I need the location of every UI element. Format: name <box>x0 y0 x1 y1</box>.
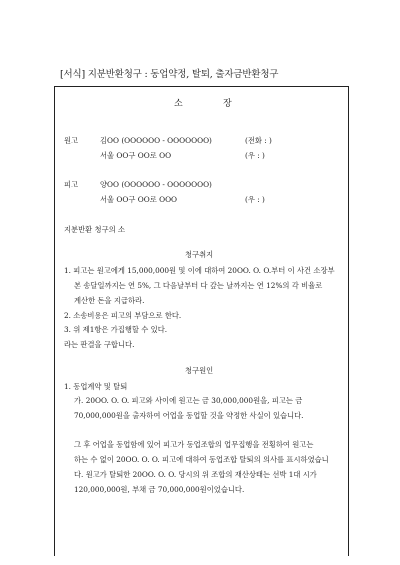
plaintiff-address: 서울 OO구 OO로 OO <box>100 151 172 160</box>
doc-title-char-2: 장 <box>223 99 232 109</box>
claim-purpose-line: 3. 위 제1항은 가집행할 수 있다. <box>64 325 168 334</box>
plaintiff-name: 김OO (OOOOOO - OOOOOOO) <box>100 136 212 145</box>
claim-purpose-line: 라는 판결을 구합니다. <box>64 340 135 349</box>
claim-cause-line: 다. 원고가 탈퇴한 20OO. O. O. 당시의 위 조합의 재산상태는 선박 1대 시가 <box>74 470 317 479</box>
plaintiff-phone: (전화 : ) <box>245 136 272 145</box>
claim-purpose-title: 청구취지 <box>185 250 214 259</box>
claim-cause-line: 그 후 어업을 동업함에 있어 피고가 동업조합의 업무집행을 전횡하여 원고는 <box>74 440 314 449</box>
claim-cause-line: 70,000,000원을 출자하여 어업을 동업할 것을 약정한 사실이 있습니다. <box>74 411 304 420</box>
case-name: 지분반환 청구의 소 <box>64 225 126 234</box>
doc-title-char-1: 소 <box>174 99 183 109</box>
claim-cause-line: 1. 동업계약 및 탈퇴 <box>64 382 128 391</box>
defendant-address: 서울 OO구 OO로 OOO <box>100 195 178 204</box>
claim-purpose-line: 계산한 돈을 지급하라. <box>74 296 145 305</box>
claim-cause-line: 가. 20OO. O. O. 피고와 사이에 원고는 금 30,000,000원을, 피고는 금 <box>74 396 303 405</box>
claim-purpose-line: 1. 피고는 원고에게 15,000,000원 및 이에 대하여 20OO. O. O.부터 이 사건 소장부 <box>64 266 335 275</box>
defendant-postal: (우 : ) <box>245 195 265 204</box>
plaintiff-role: 원고 <box>64 136 79 145</box>
claim-purpose-line: 2. 소송비용은 피고의 부담으로 한다. <box>64 311 182 320</box>
plaintiff-postal: (우 : ) <box>245 151 265 160</box>
claim-purpose-line: 본 송달일까지는 연 5%, 그 다음날부터 다 갚는 날까지는 연 12%의 각 비율로 <box>74 281 323 290</box>
form-heading: [서식] 지분반환청구 : 동업약정, 탈퇴, 출자금반환청구 <box>60 69 279 80</box>
claim-cause-line: 120,000,000원, 부채 금 70,000,000원이었습니다. <box>74 485 245 494</box>
defendant-name: 양OO (OOOOOO - OOOOOOO) <box>100 180 212 189</box>
claim-cause-line: 하는 수 없이 20OO. O. O. 피고에 대하여 동업조합 탈퇴의 의사를 표시하였습니 <box>74 455 329 464</box>
defendant-role: 피고 <box>64 180 79 189</box>
claim-cause-title: 청구원인 <box>185 366 214 375</box>
